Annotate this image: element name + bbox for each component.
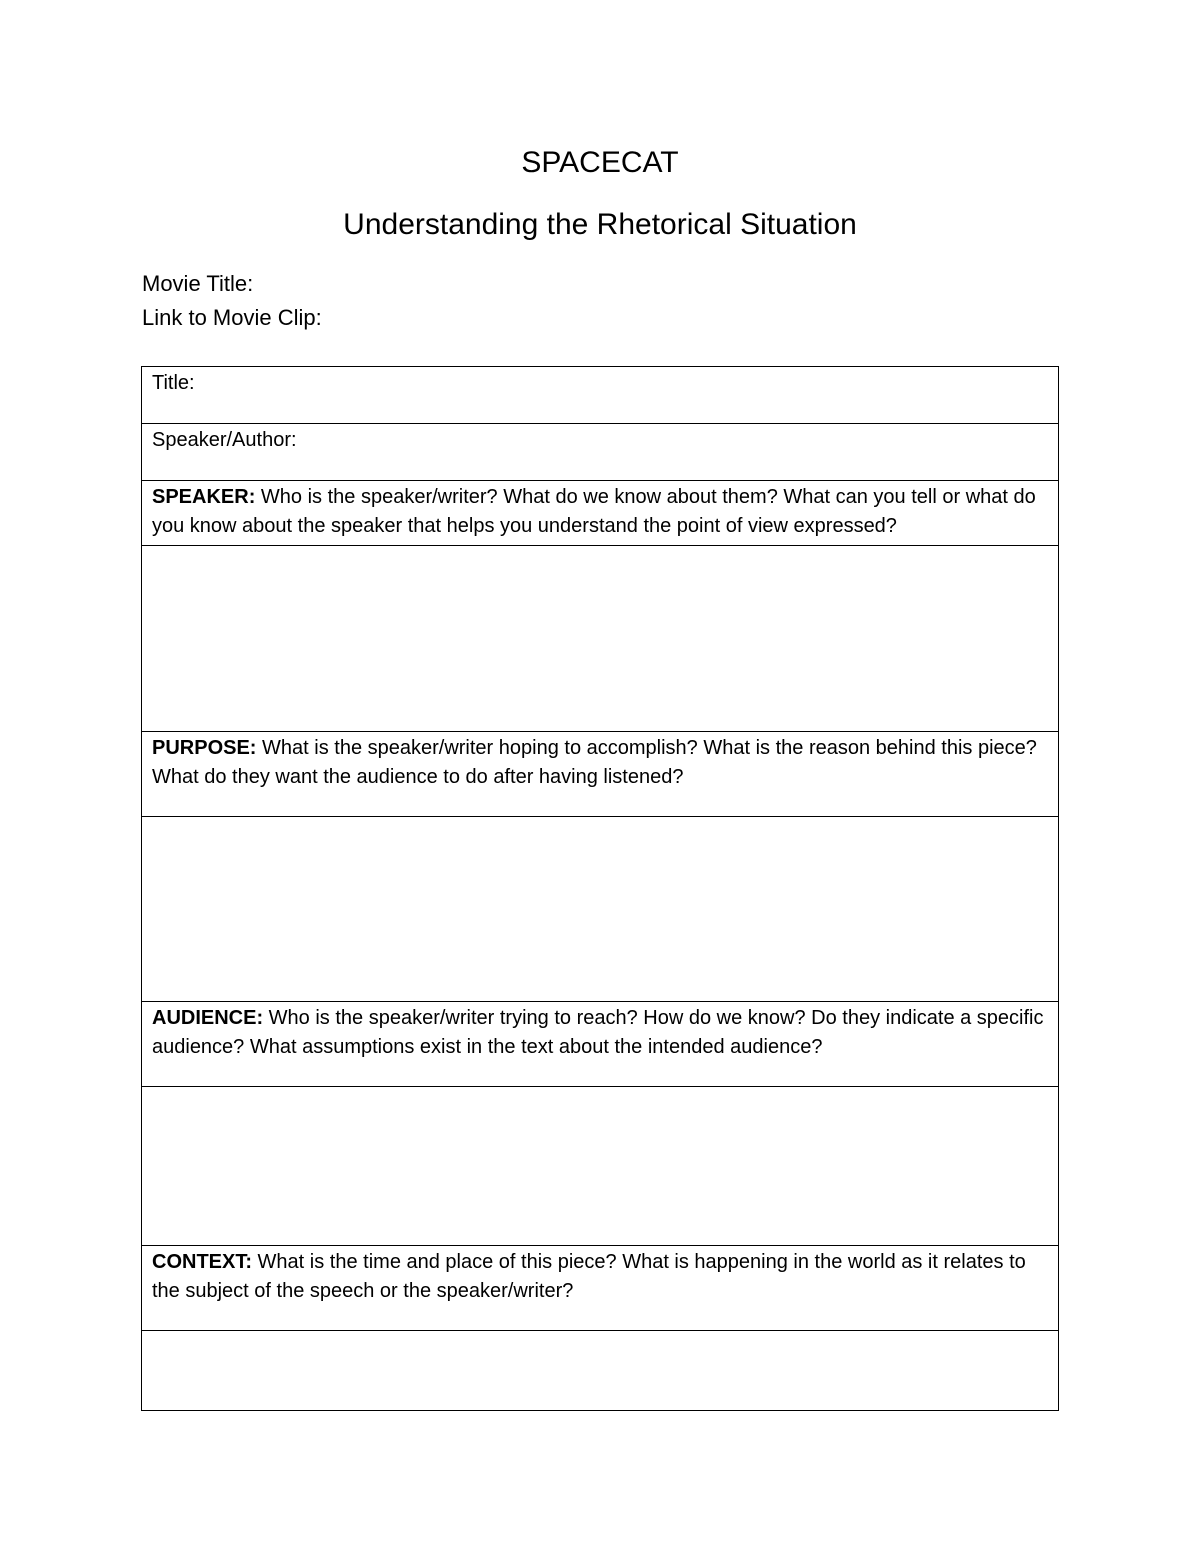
audience-prompt-cell (142, 1002, 1059, 1087)
table-row (142, 481, 1059, 546)
context-answer-cell[interactable] (142, 1331, 1059, 1411)
context-question: What is the time and place of this piece? What is happening in the world as it relates to the subject of the speech or the speaker/writer? (152, 1251, 1026, 1302)
purpose-question: What is the speaker/writer hoping to accomplish? What is the reason behind this piece? What do they want the audience to do after having listened? (152, 737, 1037, 788)
speaker-author-cell[interactable] (142, 424, 1059, 481)
rhetorical-situation-table (141, 366, 1059, 1411)
movie-title-label: Movie Title: (142, 271, 254, 296)
table-row (142, 817, 1059, 1002)
table-row (142, 1246, 1059, 1331)
audience-heading: AUDIENCE: (152, 1007, 264, 1029)
purpose-prompt-cell (142, 732, 1059, 817)
page-title: SPACECAT (521, 146, 679, 179)
table-row (142, 1087, 1059, 1246)
purpose-heading: PURPOSE: (152, 737, 257, 759)
table-row (142, 546, 1059, 732)
title-cell[interactable] (142, 367, 1059, 424)
speaker-prompt-cell (142, 481, 1059, 546)
table-row (142, 367, 1059, 424)
title-label: Title: (152, 372, 195, 394)
table-row (142, 1002, 1059, 1087)
movie-clip-link-label: Link to Movie Clip: (142, 305, 322, 330)
speaker-question: Who is the speaker/writer? What do we know about them? What can you tell or what do you know about the speaker that helps you understand the point of view expressed? (152, 486, 1036, 537)
audience-question: Who is the speaker/writer trying to reach? How do we know? Do they indicate a specific audience? What assumptions exist in the text about the intended audience? (152, 1007, 1044, 1058)
audience-answer-cell[interactable] (142, 1087, 1059, 1246)
context-prompt-cell (142, 1246, 1059, 1331)
table-row (142, 1331, 1059, 1411)
context-heading: CONTEXT: (152, 1251, 252, 1273)
table-row (142, 732, 1059, 817)
speaker-answer-cell[interactable] (142, 546, 1059, 732)
speaker-author-label: Speaker/Author: (152, 429, 297, 451)
table-row (142, 424, 1059, 481)
purpose-answer-cell[interactable] (142, 817, 1059, 1002)
page-subtitle: Understanding the Rhetorical Situation (343, 208, 857, 241)
speaker-heading: SPEAKER: (152, 486, 256, 508)
